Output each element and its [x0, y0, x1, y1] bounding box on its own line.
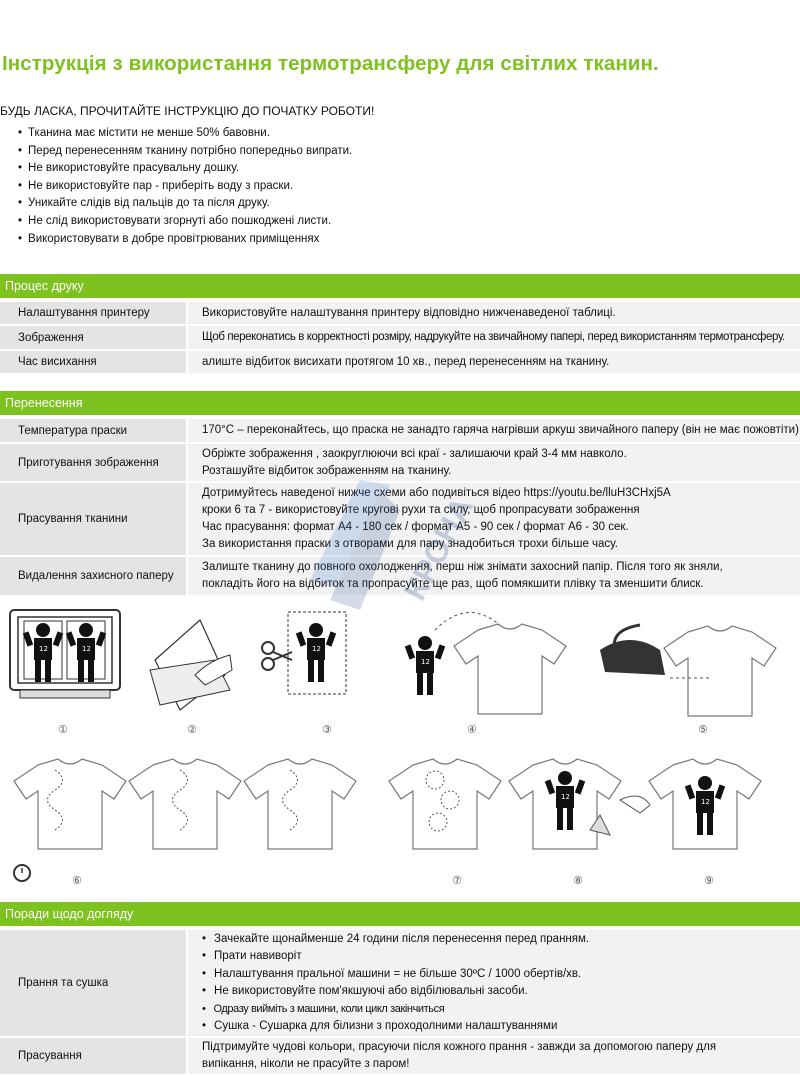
rules-list: [18, 125, 352, 248]
table-row: [0, 326, 800, 351]
row-label: Час висихання: [0, 351, 186, 373]
row-line: Залиште тканину до повного охолодження, перш ніж знімати захосний папір. Після того як зняли,: [202, 561, 723, 573]
list-item: • Налаштування пральної машини = не більше 30ºC / 1000 обертів/хв.: [202, 966, 800, 984]
person-number-label: 12: [82, 645, 91, 653]
list-item: • Зачекайте щонайменше 24 години після перенесення перед пранням.: [202, 931, 800, 949]
table-row: [0, 444, 800, 483]
row-line: випікання, ніколи не прасуйте з паром!: [202, 1058, 410, 1070]
row-line: Дотримуйтесь наведеної нижче схеми або подивіться відео https://youtu.be/lluH3CHxj5A: [202, 487, 671, 499]
care-header: Поради щодо догляду: [0, 902, 800, 926]
row-line: Підтримуйте чудові кольори, прасуючи після кожного прання - завжди за допомогою паперу для: [202, 1041, 717, 1053]
row-line: Обріжте зображення , заокруглюючи всі краї - залишаючи край 3-4 мм навколо.: [202, 447, 627, 460]
step-7-circles: [389, 759, 501, 849]
person-number-label: 12: [39, 645, 48, 653]
rule-item: • Перед перенесенням тканину потрібно попередньо випрати.: [18, 143, 352, 161]
step-number: ②: [187, 723, 197, 736]
person-number-label: 12: [421, 658, 430, 666]
list-item: • Сушка - Сушарка для білизни з проходолними налаштуваннями: [202, 1018, 800, 1036]
transfer-section: [0, 391, 800, 597]
table-row: [0, 419, 800, 444]
step-number: ⑦: [452, 874, 462, 887]
row-line: Щоб переконатись в корректності розміру, надрукуйте на звичайному папері, перед використанням термотрансферу.: [202, 331, 785, 343]
warning-text: БУДЬ ЛАСКА, ПРОЧИТАЙТЕ ІНСТРУКЦІЮ ДО ПОЧАТКУ РОБОТИ!: [0, 104, 375, 118]
row-value: [188, 302, 800, 324]
step-number: ⑧: [573, 874, 583, 887]
transfer-header: Перенесення: [0, 391, 800, 415]
print-section: [0, 274, 800, 375]
row-label: Температура праски: [0, 419, 186, 442]
rule-item: • Не використовуйте прасувальну дошку.: [18, 160, 352, 178]
row-label: Видалення захисного паперу: [0, 557, 186, 595]
row-line: покладіть його на відбиток та пропрасуйте ще раз, щоб помякшити плівку та зменшити блиск.: [202, 578, 704, 590]
row-value: [188, 351, 800, 373]
person-number-label: 12: [701, 798, 710, 806]
row-value: [188, 483, 800, 555]
rule-item: • Уникайте слідів від пальців до та після друку.: [18, 195, 352, 213]
table-row: [0, 557, 800, 597]
rule-item: • Не використовуйте пар - приберіть воду з праски.: [18, 178, 352, 196]
step-3-scissors: [262, 612, 346, 694]
step-number: ③: [322, 723, 332, 736]
row-label: Налаштування принтеру: [0, 302, 186, 324]
step-number: ①: [58, 723, 68, 736]
row-line: 170°C – переконайтесь, що праска не занадто гаряча нагрівши аркуш звичайного паперу (він не має пожовтіти): [202, 424, 799, 436]
step-2-printer: [150, 620, 232, 710]
row-value: [188, 419, 800, 442]
row-value: [188, 1038, 800, 1074]
rule-item: • Тканина має містити не менше 50% бавовни.: [18, 125, 352, 143]
row-label: Прасування тканини: [0, 483, 186, 555]
list-item: • Не використовуйте пом'якшуючі або відбілювальні засоби.: [202, 983, 800, 1001]
step-6-shirts: [14, 759, 356, 849]
step-8-peel: [509, 759, 650, 849]
row-value: [188, 557, 800, 595]
row-label: Приготування зображення: [0, 444, 186, 481]
table-row: [0, 302, 800, 326]
watermark-text: КРОНА: [396, 490, 481, 607]
row-value: [188, 326, 800, 349]
table-row: [0, 930, 800, 1038]
person-number-label: 12: [312, 645, 321, 653]
row-line: Використовуйте налаштування принтеру відповідно нижченаведеної таблиці.: [202, 306, 616, 319]
step-5-iron-icon: [600, 625, 776, 716]
row-line: кроки 6 та 7 - використовуйте кругові рухи та силу, щоб пропрасувати зображення: [202, 504, 640, 516]
row-label: Прасування: [0, 1038, 186, 1074]
timer-icon: [14, 865, 30, 881]
step-number: ⑨: [704, 874, 714, 887]
instruction-illustrations: [0, 600, 800, 900]
care-section: [0, 902, 800, 1076]
row-line: Час прасування: формат А4 - 180 сек / формат А5 - 90 сек / формат А6 - 30 сек.: [202, 521, 629, 533]
step-number: ⑥: [72, 874, 82, 887]
row-value: [188, 930, 800, 1036]
table-row: [0, 351, 800, 375]
rule-item: • Не слід використовувати згорнуті або пошкоджені листи.: [18, 213, 352, 231]
step-9-done: [649, 759, 761, 849]
row-line: алиште відбиток висихати протягом 10 хв., перед перенесенням на тканину.: [202, 355, 610, 368]
step-1-monitor: [10, 610, 120, 698]
step-4-place-image: [405, 613, 566, 715]
table-row: [0, 1038, 800, 1076]
row-label: Прання та сушка: [0, 930, 186, 1036]
step-number: ⑤: [698, 723, 708, 736]
list-item: • Прати навиворіт: [202, 948, 800, 966]
row-line: Розташуйте відбиток зображенням на тканину.: [202, 464, 452, 477]
page-title: Інструкція з використання термотрансферу для світлих тканин.: [2, 52, 659, 75]
step-number: ④: [467, 723, 477, 736]
person-number-label: 12: [561, 793, 570, 801]
row-label: Зображення: [0, 326, 186, 349]
list-item: • Одразу вийміть з машини, коли цикл закінчиться: [202, 1001, 800, 1019]
row-line: За використання праски з отворами для пару знадобиться трохи більше часу.: [202, 538, 618, 550]
print-header: Процес друку: [0, 274, 800, 298]
table-row: [0, 483, 800, 557]
wash-list: [202, 931, 800, 1036]
row-value: [188, 444, 800, 481]
rule-item: • Використовувати в добре провітрюваних приміщеннях: [18, 231, 352, 249]
